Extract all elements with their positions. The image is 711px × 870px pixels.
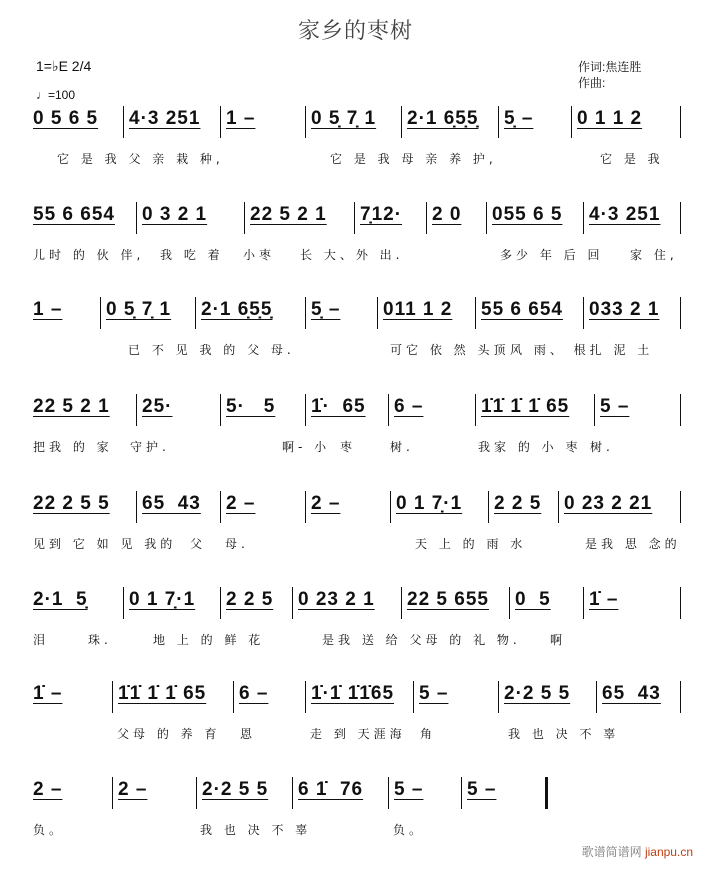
barline bbox=[475, 394, 476, 426]
measure: 6 – bbox=[394, 396, 424, 417]
barline bbox=[244, 202, 245, 234]
measure: 0 1 1 2 bbox=[577, 108, 643, 129]
barline bbox=[220, 491, 221, 523]
lyric-text: 角 bbox=[420, 727, 437, 741]
lyric-text: 是我 送 给 父母 的 礼 物. bbox=[322, 633, 521, 647]
barline bbox=[680, 394, 681, 426]
lyric-text: 风 雨、 根扎 泥 土 bbox=[510, 343, 654, 357]
measure: 55 6 654 bbox=[33, 204, 115, 225]
lyric-text: 珠. bbox=[88, 633, 112, 647]
barline bbox=[401, 106, 402, 138]
measure: 5· 5 bbox=[226, 396, 276, 417]
lyric-text: 泪 bbox=[33, 633, 50, 647]
measure: 2 2 5 bbox=[494, 493, 542, 514]
measure: 1̇· 65 bbox=[311, 396, 366, 417]
measure: 22 2 5 5 bbox=[33, 493, 110, 514]
barline bbox=[680, 491, 681, 523]
lyric-text: 把我 的 家 bbox=[33, 440, 113, 454]
barline bbox=[486, 202, 487, 234]
lyric-text: 啊- 小 bbox=[282, 440, 331, 454]
lyric-text: 守护. bbox=[130, 440, 170, 454]
measure: 5 – bbox=[394, 779, 424, 800]
measure: 22 5 2 1 bbox=[33, 396, 110, 417]
measure: 1 – bbox=[226, 108, 256, 129]
barline bbox=[498, 681, 499, 713]
final-barline bbox=[545, 777, 548, 809]
barline bbox=[305, 681, 306, 713]
measure: 1̇ – bbox=[589, 589, 619, 610]
watermark bbox=[582, 843, 693, 860]
barline bbox=[112, 681, 113, 713]
measure: 1̇ – bbox=[33, 683, 63, 704]
measure: 0 5̣ 7̣ 1 bbox=[311, 108, 377, 129]
measure: 5 – bbox=[600, 396, 630, 417]
lyric-text: 家 住, bbox=[630, 248, 678, 262]
lyric-text: 我 吃 着 bbox=[160, 248, 224, 262]
barline bbox=[426, 202, 427, 234]
measure: 4·3 251 bbox=[589, 204, 661, 225]
barline bbox=[461, 777, 462, 809]
barline bbox=[583, 202, 584, 234]
lyric-text: 小枣 bbox=[243, 248, 276, 262]
barline bbox=[583, 587, 584, 619]
measure: 033 2 1 bbox=[589, 299, 660, 320]
measure: 2 – bbox=[33, 779, 63, 800]
lyric-text: 天 上 的 雨 水 bbox=[415, 537, 527, 551]
lyric-text: 儿时 的 伙 伴, bbox=[33, 248, 145, 262]
barline bbox=[195, 297, 196, 329]
measure: 1 – bbox=[33, 299, 63, 320]
measure: 0 3 2 1 bbox=[142, 204, 208, 225]
watermark-site-name: 歌谱简谱网 bbox=[581, 845, 642, 859]
measure: 2·2 5 5 bbox=[504, 683, 571, 704]
lyric-text: 父 bbox=[190, 537, 207, 551]
barline bbox=[558, 491, 559, 523]
barline bbox=[680, 587, 681, 619]
barline bbox=[594, 394, 595, 426]
watermark-url: jianpu.cn bbox=[644, 845, 693, 859]
measure: 0 5̣ 7̣ 1 bbox=[106, 299, 172, 320]
measure: 2 2 5 bbox=[226, 589, 274, 610]
song-title: 家乡的枣树 bbox=[297, 19, 413, 44]
barline bbox=[220, 587, 221, 619]
measure: 2·1 5̣ bbox=[33, 589, 88, 610]
barline bbox=[220, 106, 221, 138]
tempo-mark: ♩=100 bbox=[36, 88, 76, 102]
barline bbox=[475, 297, 476, 329]
lyric-text: 树. bbox=[390, 440, 414, 454]
measure: 0 5 6 5 bbox=[33, 108, 99, 129]
barline bbox=[136, 202, 137, 234]
lyric-text: 负。 bbox=[393, 823, 426, 837]
lyric-text: 已 不 见 我 的 父 母. bbox=[128, 343, 295, 357]
composer-credit: 作曲: bbox=[578, 76, 606, 90]
barline bbox=[112, 777, 113, 809]
barline bbox=[388, 777, 389, 809]
lyric-text: 啊 bbox=[550, 633, 567, 647]
measure: 5̣ – bbox=[504, 108, 534, 129]
lyric-text: 母. bbox=[225, 537, 249, 551]
measure: 2 – bbox=[118, 779, 148, 800]
barline bbox=[100, 297, 101, 329]
measure: 0 1 7̣·1 bbox=[396, 493, 463, 514]
barline bbox=[680, 106, 681, 138]
measure: 7̣12· bbox=[360, 204, 403, 225]
measure: 6 – bbox=[239, 683, 269, 704]
measure: 2 – bbox=[226, 493, 256, 514]
barline bbox=[377, 297, 378, 329]
lyric-text: 树. bbox=[590, 440, 614, 454]
barline bbox=[498, 106, 499, 138]
barline bbox=[196, 777, 197, 809]
lyric-text: 地 上 的 鲜 花 bbox=[153, 633, 265, 647]
barline bbox=[305, 297, 306, 329]
measure: 22 5 2 1 bbox=[250, 204, 327, 225]
measure: 0 1 7̣·1 bbox=[129, 589, 196, 610]
measure: 6 1̇ 76 bbox=[298, 779, 364, 800]
key-signature: 1=♭E 2/4 bbox=[36, 58, 92, 74]
measure: 1̇·1̇ 1̇1̇65 bbox=[311, 683, 395, 704]
barline bbox=[680, 681, 681, 713]
measure: 5̣ – bbox=[311, 299, 341, 320]
measure: 011 1 2 bbox=[383, 299, 453, 320]
measure: 65 43 bbox=[602, 683, 661, 704]
lyric-text: 长 大、外 出. bbox=[300, 248, 404, 262]
barline bbox=[123, 106, 124, 138]
barline bbox=[571, 106, 572, 138]
lyric-text: 父母 的 养 育 bbox=[117, 727, 221, 741]
measure: 1̇1̇ 1̇ 1̇ 65 bbox=[118, 683, 207, 704]
lyric-text: 它 是 我 父 亲 栽 种, bbox=[57, 152, 224, 166]
lyric-text: 它 是 我 bbox=[600, 152, 664, 166]
measure: 2·1 6̣5̣5̣ bbox=[201, 299, 273, 320]
barline bbox=[401, 587, 402, 619]
barline bbox=[136, 491, 137, 523]
measure: 4·3 251 bbox=[129, 108, 201, 129]
barline bbox=[123, 587, 124, 619]
barline bbox=[680, 202, 681, 234]
measure: 65 43 bbox=[142, 493, 201, 514]
barline bbox=[220, 394, 221, 426]
barline bbox=[305, 394, 306, 426]
lyric-text: 枣 bbox=[340, 440, 357, 454]
measure: 055 6 5 bbox=[492, 204, 563, 225]
barline bbox=[305, 491, 306, 523]
measure: 22 5 655 bbox=[407, 589, 489, 610]
barline bbox=[509, 587, 510, 619]
lyric-text: 可它 依 然 头顶 bbox=[390, 343, 510, 357]
barline bbox=[413, 681, 414, 713]
measure: 2·2 5 5 bbox=[202, 779, 269, 800]
lyric-text: 恩 bbox=[240, 727, 257, 741]
lyric-text: 多少 年 后 回 bbox=[500, 248, 604, 262]
barline bbox=[583, 297, 584, 329]
lyric-text: 我 也 决 不 辜 bbox=[508, 727, 620, 741]
measure: 0 23 2 21 bbox=[564, 493, 653, 514]
lyric-text: 走 到 天涯海 bbox=[310, 727, 406, 741]
barline bbox=[488, 491, 489, 523]
measure: 2 – bbox=[311, 493, 341, 514]
measure: 25· bbox=[142, 396, 173, 417]
lyric-text: 是我 思 念的 bbox=[585, 537, 681, 551]
barline bbox=[292, 777, 293, 809]
barline bbox=[388, 394, 389, 426]
barline bbox=[390, 491, 391, 523]
lyric-text: 负。 bbox=[33, 823, 66, 837]
barline bbox=[233, 681, 234, 713]
measure: 5 – bbox=[467, 779, 497, 800]
barline bbox=[680, 297, 681, 329]
lyric-text: 我 也 决 不 辜 bbox=[200, 823, 312, 837]
lyricist-credit: 作词:焦连胜 bbox=[578, 60, 642, 74]
measure: 2 0 bbox=[432, 204, 462, 225]
barline bbox=[292, 587, 293, 619]
barline bbox=[305, 106, 306, 138]
measure: 5 – bbox=[419, 683, 449, 704]
lyric-text: 见到 它 如 见 我的 bbox=[33, 537, 177, 551]
measure: 2·1 6̣5̣5̣ bbox=[407, 108, 479, 129]
barline bbox=[596, 681, 597, 713]
barline bbox=[136, 394, 137, 426]
measure: 55 6 654 bbox=[481, 299, 563, 320]
measure: 0 5 bbox=[515, 589, 551, 610]
lyric-text: 我家 的 小 枣 bbox=[478, 440, 582, 454]
measure: 0 23 2 1 bbox=[298, 589, 375, 610]
barline bbox=[354, 202, 355, 234]
lyric-text: 它 是 我 母 亲 养 护, bbox=[330, 152, 497, 166]
measure: 1̇1̇ 1̇ 1̇ 65 bbox=[481, 396, 570, 417]
